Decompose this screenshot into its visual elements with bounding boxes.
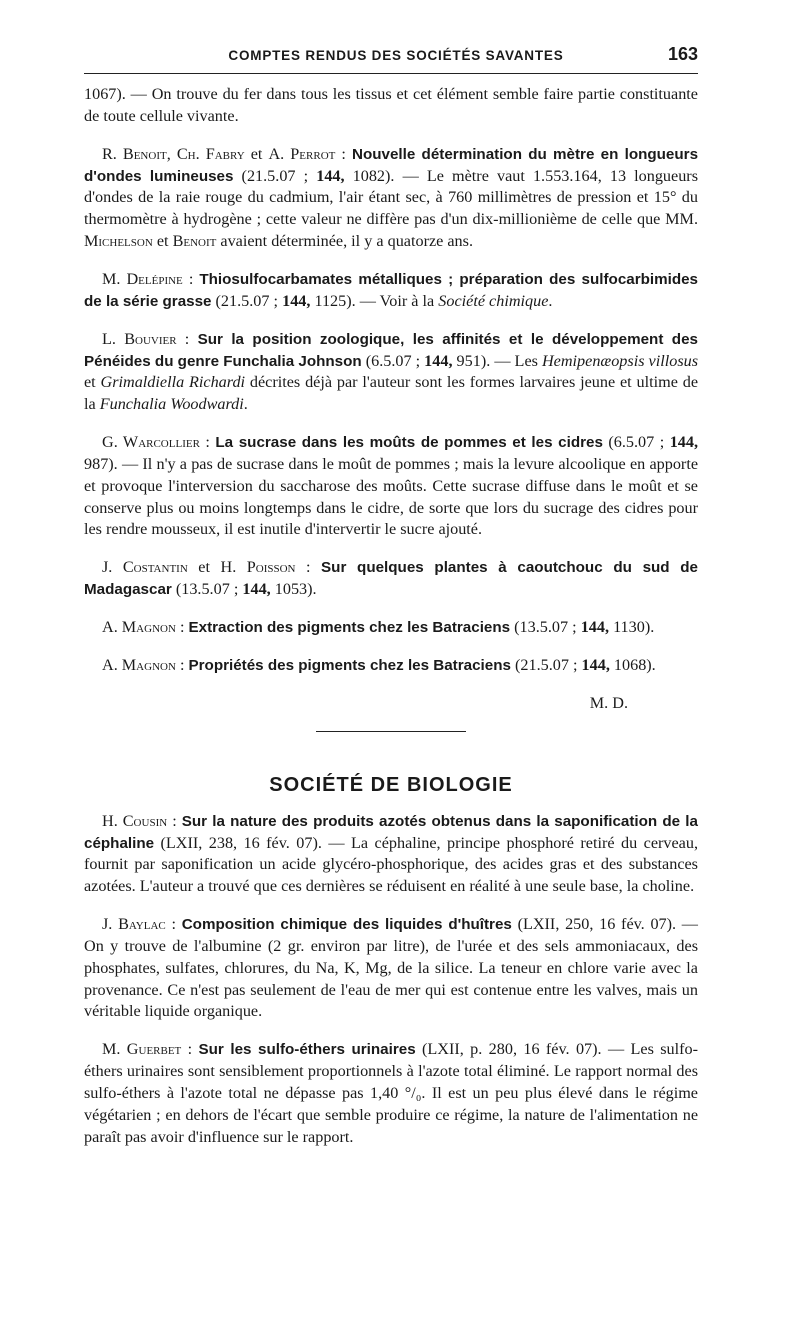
reference: 1125). — Voir à la: [310, 291, 439, 310]
italic-ref: Société chimique: [438, 291, 549, 310]
reference: (13.5.07 ;: [510, 618, 581, 637]
punctuation: .: [548, 291, 553, 310]
volume: 144,: [424, 351, 453, 370]
author: A. Magnon: [102, 618, 176, 637]
paragraph-continued: [84, 84, 698, 128]
separator: :: [167, 811, 182, 830]
separator: :: [295, 558, 322, 577]
entry-title: Sur les sulfo-éthers urinaires: [198, 1041, 416, 1059]
running-header: [84, 44, 698, 74]
separator: et: [187, 558, 221, 577]
signature: M. D.: [589, 694, 628, 713]
entry-text: avaient déterminée, il y a quatorze ans.: [216, 231, 473, 250]
separator: ,: [166, 144, 177, 163]
reference: (6.5.07 ;: [361, 351, 425, 370]
entry-benoit-fabry-perrot: [84, 144, 698, 253]
entry-bouvier: [84, 329, 698, 416]
reference: 951). — Les: [452, 351, 542, 370]
entry-text: On y trouve de l'albumine (2 gr. environ par litre), de l'urée et des sels ammoniacaux, des phosphates, sulfates, chlorures, du Na, K, Mg, de la silice. La teneur en chlore varie avec la provenance. Ce n'est pas seulement de l'eau de mer qui est contenue entre les valves, mais un véritable liquide organique.: [84, 937, 698, 1021]
entry-text: Le mètre vaut 1.553.164, 13 longueurs d'ondes de la raie rouge du cadmium, l'air étant sec, à 760 millimètres de pression et 15° du thermomètre à hydrogène ; cette valeur ne diffère pas d'un dix-millionième de celle que MM.: [84, 166, 698, 229]
entry-magnon-proprietes: [84, 655, 698, 677]
entry-title: La sucrase dans les moûts de pommes et les cidres: [215, 434, 603, 452]
reference: 1130).: [609, 618, 655, 637]
separator: :: [175, 656, 189, 675]
entry-title: Propriétés des pigments chez les Batraciens: [188, 657, 511, 675]
volume: 144,: [316, 166, 345, 185]
page: [84, 44, 698, 1165]
separator: :: [165, 915, 182, 934]
entry-text: Les sulfo-éthers urinaires sont sensiblement proportionnels à l'azote total éliminé. Le rapport normal des sulfo-éthers à l'azote total ne dépasse pas 1,40 °/₀. Il est un peu plus élevé dans le régime végétarien ; en dehors de l'écart que semble produire ce régime, la nature de l'alimentation ne paraît pas avoir d'influence sur le rapport.: [84, 1040, 699, 1146]
entry-title: Sur la nature des produits azotés obtenus dans la saponification de la céphaline: [84, 812, 698, 852]
reference: (LXII, 238, 16 fév. 07). —: [154, 833, 351, 852]
entry-guerbet: [84, 1039, 698, 1148]
section-title: SOCIÉTÉ DE BIOLOGIE: [269, 773, 513, 796]
author: M. Delépine: [102, 269, 183, 288]
author: J. Baylac: [102, 915, 166, 934]
author: G. Warcollier: [102, 433, 200, 452]
separator: :: [181, 1040, 199, 1059]
volume: 144,: [669, 433, 699, 452]
entry-baylac: [84, 914, 698, 1023]
species-name: Hemipenæopsis villosus: [541, 351, 699, 370]
reference: (21.5.07 ;: [233, 166, 317, 185]
separator: :: [335, 144, 353, 163]
author: M. Guerbet: [102, 1040, 182, 1059]
entry-text: décrites déjà par l'auteur sont les formes larvaires jeune et ultime de la: [84, 373, 698, 414]
author: J. Costantin: [102, 558, 188, 577]
reference: 1053).: [270, 580, 317, 599]
species-name: Funchalia Woodwardi: [99, 395, 244, 414]
reference: (21.5.07 ;: [510, 656, 582, 675]
entry-delepine: [84, 269, 698, 313]
entry-text: Il n'y a pas de sucrase dans le moût de pommes ; mais la levure alcoolique en apporte et provoque l'interversion du saccharose des moûts. Cette sucrase diffuse dans le moût et se conserve plus ou moins longtemps dans le cidre, de sorte que lors du sucrage des cidres pour les rendre mousseux, il est inutile d'intervertir le sucre ajouté.: [84, 454, 699, 539]
entry-cousin: [84, 811, 698, 898]
reference: (21.5.07 ;: [211, 291, 283, 310]
reference: (LXII, p. 280, 16 fév. 07). —: [415, 1040, 631, 1059]
author: L. Bouvier: [102, 329, 177, 348]
volume: 144,: [580, 618, 610, 637]
volume: 144,: [242, 580, 271, 599]
reference: (6.5.07 ;: [602, 433, 670, 452]
separator: :: [182, 269, 200, 288]
entry-costantin-poisson: [84, 557, 698, 601]
species-name: Grimaldiella Richardi: [100, 373, 246, 392]
separator: :: [199, 433, 216, 452]
author: A. Magnon: [102, 656, 176, 675]
author: R. Benoit: [102, 144, 167, 163]
reference: 1068).: [609, 656, 656, 675]
entry-warcollier: [84, 432, 698, 541]
paragraph-text: 1067). — On trouve du fer dans tous les tissus et cet élément semble faire partie constituante de toute cellule vivante.: [84, 85, 698, 125]
page-number: 163: [667, 44, 698, 64]
person-name: Benoit: [172, 231, 217, 250]
entry-title: Composition chimique des liquides d'huîtres: [181, 916, 512, 934]
reference: 987). —: [84, 454, 143, 473]
entry-title: Nouvelle détermination du mètre en longueurs d'ondes lumineuses: [84, 145, 699, 185]
entry-text: La céphaline, principe phosphoré retiré du cerveau, fournit par saponification un acide glycéro-phosphorique, des acides gras et des substances azotées. L'auteur a trouvé que ces dernières se réduisent en réalité à une seule base, la choline.: [84, 833, 698, 896]
separator: et: [244, 144, 269, 163]
divider: [316, 731, 466, 732]
entry-title: Sur la position zoologique, les affinités et le développement des Pénéides du genre Funchalia Johnson: [84, 330, 698, 370]
entry-text: et: [84, 373, 101, 392]
reference: 1082). —: [344, 166, 427, 185]
separator: :: [176, 329, 198, 348]
separator: et: [152, 231, 173, 250]
reference: (LXII, 250, 16 fév. 07). —: [511, 915, 698, 934]
entry-magnon-extraction: [84, 617, 698, 639]
entry-title: Thiosulfocarbamates métalliques ; préparation des sulfocarbimides de la série grasse: [84, 270, 699, 310]
entry-title: Sur quelques plantes à caoutchouc du sud de Madagascar: [84, 559, 698, 599]
person-name: Michelson: [84, 231, 153, 250]
reference: (13.5.07 ;: [171, 580, 243, 599]
separator: :: [175, 618, 189, 637]
author: Ch. Fabry: [176, 144, 245, 163]
author: A. Perrot: [268, 144, 336, 163]
author: H. Poisson: [220, 558, 296, 577]
punctuation: .: [243, 395, 248, 414]
author: H. Cousin: [102, 811, 168, 830]
volume: 144,: [282, 291, 311, 310]
running-title: COMPTES RENDUS DES SOCIÉTÉS SAVANTES: [228, 48, 564, 63]
volume: 144,: [581, 656, 610, 675]
entry-title: Extraction des pigments chez les Batraciens: [188, 619, 511, 637]
